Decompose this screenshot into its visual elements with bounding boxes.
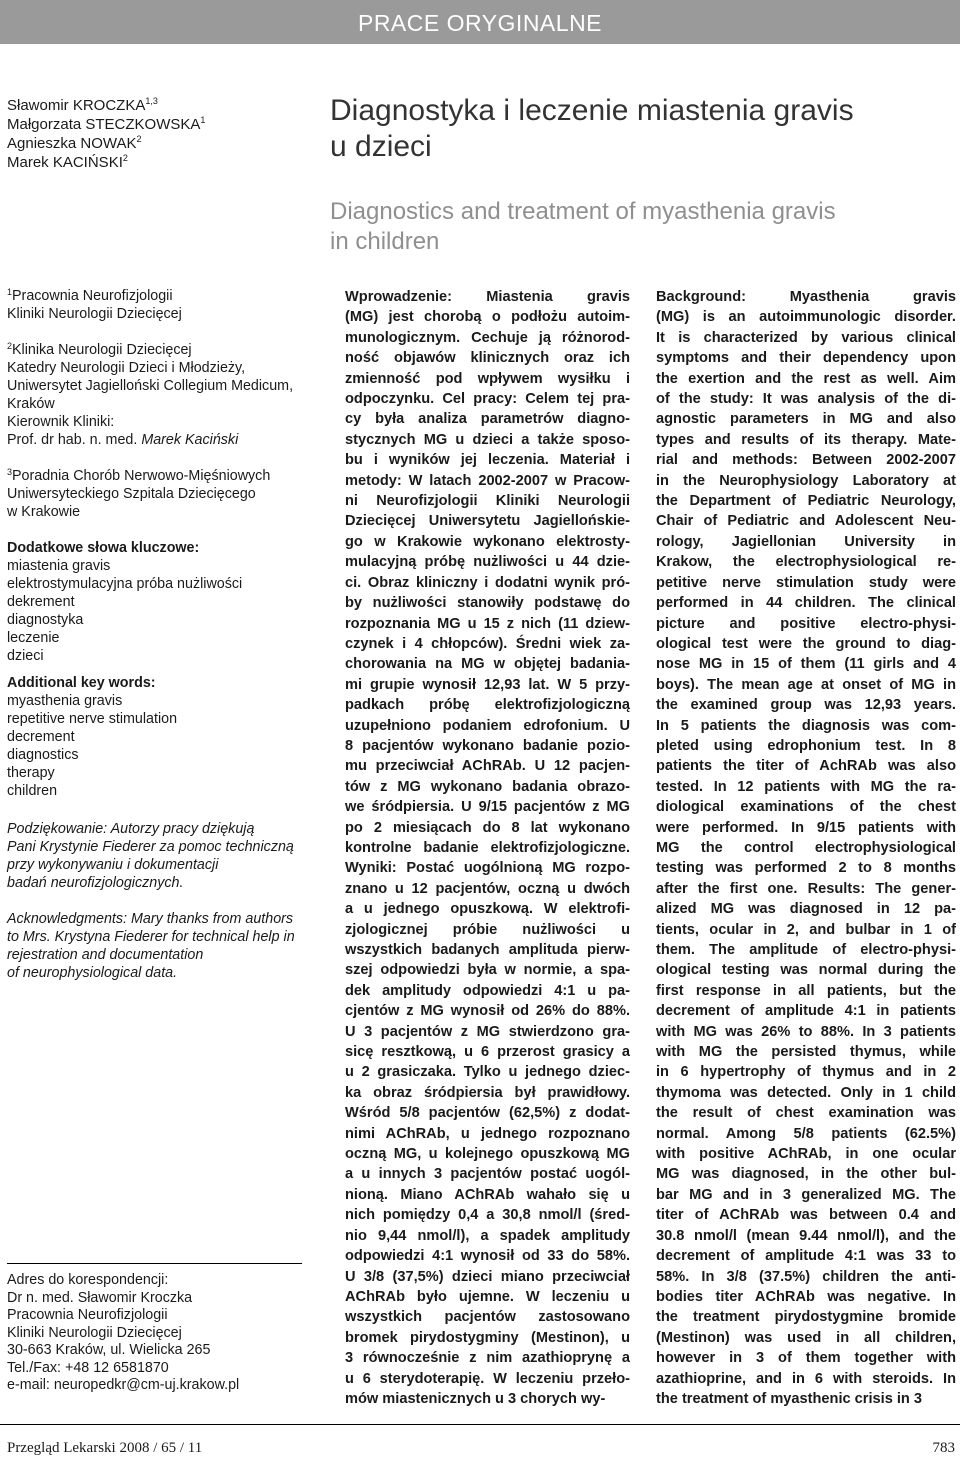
abstract-line: mulacyjną próbę nużliwości u 44 dzie- bbox=[345, 554, 630, 571]
abstract-line: Krakow, the electrophysiological re- bbox=[656, 554, 956, 571]
abstract-line: 3 równocześnie z nim azathioprynę a bbox=[345, 1350, 630, 1367]
abstract-line: after the first one. Results: The gener- bbox=[656, 880, 956, 897]
abstract-line: sicę resztkową, u 6 przerost grasicy a bbox=[345, 1044, 630, 1061]
article-title-polish bbox=[330, 93, 950, 165]
ack-line: Acknowledgments: Mary thanks from authors bbox=[7, 911, 294, 927]
abstract-line: padkach próbę elektrofizjologiczną bbox=[345, 697, 630, 714]
keywords-english bbox=[7, 674, 307, 800]
ack-line: rejestration and documentation bbox=[7, 947, 204, 963]
abstract-line: bar MG and in 3 generalized MG. The bbox=[656, 1186, 956, 1203]
title-line: u dzieci bbox=[330, 130, 432, 163]
abstract-line: the exertion and the rest as well. Aim bbox=[656, 370, 956, 387]
head-of-clinic-name: Marek Kaciński bbox=[141, 432, 239, 448]
keyword: myasthenia gravis bbox=[7, 693, 123, 709]
affiliation-mark: 3 bbox=[7, 467, 13, 477]
correspondence-divider bbox=[7, 1263, 302, 1264]
keyword: repetitive nerve stimulation bbox=[7, 711, 178, 727]
keyword: children bbox=[7, 783, 58, 799]
affiliation-line: Kraków bbox=[7, 396, 55, 412]
abstract-line: (Mestinon) was used in all children, bbox=[656, 1329, 956, 1346]
abstract-line: nich pomiędzy 0,4 a 30,8 nmol/l (śred- bbox=[345, 1207, 630, 1224]
keyword: diagnostyka bbox=[7, 612, 84, 628]
abstract-line: the result of chest examination was bbox=[656, 1105, 956, 1122]
abstract-line: wszystkich badanych amplituda pierw- bbox=[345, 942, 630, 958]
author-name: Małgorzata STECZKOWSKA bbox=[7, 116, 201, 133]
abstract-line: the treatment pirydostygmine bromide bbox=[656, 1309, 956, 1326]
ack-line: badań neurofizjologicznych. bbox=[7, 875, 184, 891]
abstract-english bbox=[656, 287, 956, 1409]
abstract-line: by nużliwości stanowiły podstawę do bbox=[345, 595, 630, 612]
abstract-line: MG was diagnosed, in the other bul- bbox=[656, 1166, 956, 1183]
abstract-line: rozpoznania MG u 15 z nich (11 dziew- bbox=[345, 615, 630, 632]
title-line: Diagnostyka i leczenie miastenia gravis bbox=[330, 94, 854, 127]
abstract-line: kontrolne badanie elektrofizjologiczne. bbox=[345, 839, 630, 856]
abstract-line: znano u 12 pacjentów, oczną u dwóch bbox=[345, 880, 630, 897]
abstract-line: cjentów z MG wynosił od 26% do 88%. bbox=[345, 1003, 630, 1020]
abstract-line: agnostic parameters in MG and also bbox=[656, 411, 956, 428]
abstract-line: 58%. In 3/8 (37.5%) children the anti- bbox=[656, 1268, 956, 1285]
author-name: Agnieszka NOWAK bbox=[7, 135, 137, 152]
journal-citation: Przegląd Lekarski 2008 / 65 / 11 bbox=[7, 1440, 203, 1456]
abstract-line: types and results of its therapy. Mate- bbox=[656, 431, 956, 448]
keywords-heading: Dodatkowe słowa kluczowe: bbox=[7, 540, 200, 556]
abstract-line: them. The amplitude of electro-physi- bbox=[656, 942, 956, 958]
abstract-line: Chair of Pediatric and Adolescent Neu- bbox=[656, 513, 956, 530]
abstract-line: czynek i 4 chłopców). Średni wiek za- bbox=[345, 635, 630, 652]
abstract-line: boys). The mean age at onset of MG in bbox=[656, 676, 956, 693]
abstract-line: titer of AChRAb was between 0.4 and bbox=[656, 1207, 956, 1224]
abstract-line: mu przeciwciał AChRAb. U 12 pacjen- bbox=[345, 758, 630, 775]
abstract-line: we śródpiersia. U 9/15 pacjentów z MG bbox=[345, 799, 630, 816]
abstract-line: szej odpowiedzi była w normie, a spa- bbox=[345, 962, 630, 979]
abstract-line: (MG) jest chorobą o podłożu autoim- bbox=[345, 309, 630, 326]
abstract-line: munologicznym. Cechuje ją różnorod- bbox=[345, 329, 630, 346]
abstract-line: the treatment of myasthenic crisis in 3 bbox=[656, 1390, 923, 1407]
abstract-polish bbox=[345, 287, 630, 1409]
keyword: dzieci bbox=[7, 648, 44, 664]
author-affiliation-mark: 1 bbox=[200, 115, 206, 125]
keywords-polish bbox=[7, 539, 307, 665]
affiliation-line: Uniwersyteckiego Szpitala Dziecięcego bbox=[7, 486, 256, 502]
abstract-line: wszystkich pacjentów zastosowano bbox=[345, 1309, 630, 1326]
abstract-line: cy była analiza parametrów diagno- bbox=[345, 411, 630, 428]
affiliation-1 bbox=[7, 287, 307, 323]
abstract-line: zjologicznej próbie nużliwości u bbox=[345, 921, 630, 938]
abstract-line: oczną MG, u kolejnego opuszkową MG bbox=[345, 1146, 630, 1163]
keywords-heading: Additional key words: bbox=[7, 675, 156, 691]
ack-line: Pani Krystynie Fiederer za pomoc techniczną bbox=[7, 839, 294, 855]
abstract-line: normal. Among 5/8 patients (62.5%) bbox=[656, 1125, 956, 1142]
section-title: PRACE ORYGINALNE bbox=[357, 10, 603, 36]
abstract-line: 8 pacjentów wykonano badanie pozio- bbox=[345, 737, 630, 754]
abstract-line: diological examinations of the chest bbox=[656, 799, 956, 816]
abstract-line: in the Neurophysiology Laboratory at bbox=[656, 472, 956, 489]
abstract-line: ci. Obraz kliniczny i dodatni wynik pró- bbox=[345, 574, 630, 591]
abstract-line: tested. In 12 patients with MG the ra- bbox=[656, 778, 956, 795]
correspondence-line: Dr n. med. Sławomir Kroczka bbox=[7, 1289, 193, 1306]
abstract-line: of the study: It was analysis of the di- bbox=[656, 391, 956, 408]
affiliation-line: Poradnia Chorób Nerwowo-Mięśniowych bbox=[12, 468, 271, 484]
abstract-line: stycznych MG u dzieci a także sposo- bbox=[345, 431, 630, 448]
affiliation-mark: 2 bbox=[7, 341, 13, 351]
abstract-line: the Department of Pediatric Neurology, bbox=[656, 493, 956, 510]
abstract-line: Wśród 5/8 pacjentów (62,5%) z dodat- bbox=[345, 1105, 630, 1122]
abstract-line: rology, Jagiellonian University in bbox=[656, 533, 956, 550]
ack-line: Podziękowanie: Autorzy pracy dziękują bbox=[7, 821, 255, 837]
author bbox=[7, 134, 205, 153]
abstract-line: thymoma was detected. Only in 1 child bbox=[656, 1084, 956, 1101]
keyword: miastenia gravis bbox=[7, 558, 111, 574]
keyword: dekrement bbox=[7, 594, 75, 610]
abstract-line: bu i wyników jej leczenia. Materiał i bbox=[345, 452, 630, 469]
abstract-line: were performed. In 9/15 patients with bbox=[656, 819, 956, 836]
author-name: Sławomir KROCZKA bbox=[7, 97, 146, 114]
abstract-line: U 3/8 (37,5%) dzieci miano przeciwciał bbox=[345, 1268, 630, 1285]
abstract-line: with MG the persisted thymus, while bbox=[656, 1044, 956, 1061]
correspondence-line: 30-663 Kraków, ul. Wielicka 265 bbox=[7, 1342, 211, 1358]
abstract-line: Dziecięcej Uniwersytetu Jagiellońskie- bbox=[345, 513, 630, 530]
abstract-line: u 6 sterydoterapię. W leczeniu przeło- bbox=[345, 1370, 630, 1387]
abstract-line: bromek pirydostygminy (Mestinon), u bbox=[345, 1329, 630, 1346]
author-affiliation-mark: 2 bbox=[136, 134, 142, 144]
abstract-line: with MG was 26% to 88%. In 3 patients bbox=[656, 1023, 956, 1040]
abstract-line: metody: W latach 2002-2007 w Pracow- bbox=[345, 472, 630, 489]
affiliation-line: Kierownik Kliniki: bbox=[7, 414, 115, 430]
abstract-line: U 3 pacjentów z MG stwierdzono gra- bbox=[345, 1023, 630, 1040]
ack-line: to Mrs. Krystyna Fiederer for technical help in bbox=[7, 929, 295, 945]
abstract-line: rial and methods: Between 2002-2007 bbox=[656, 452, 956, 469]
sidebar-column bbox=[7, 287, 307, 1000]
correspondence-line: Adres do korespondencji: bbox=[7, 1272, 169, 1288]
abstract-line: zmienność pod wpływem wysiłku i bbox=[345, 370, 630, 387]
abstract-line: ological test were the ground to diag- bbox=[656, 635, 956, 652]
author-affiliation-mark: 2 bbox=[122, 153, 128, 163]
abstract-line: chorowania na MG w objętej badania- bbox=[345, 656, 630, 673]
affiliation-line: w Krakowie bbox=[7, 504, 81, 520]
abstract-line: however in 3 of them together with bbox=[656, 1350, 956, 1367]
abstract-line: po 2 miesiącach do 8 lat wykonano bbox=[345, 819, 630, 836]
affiliation-line: Uniwersytet Jagielloński Collegium Medicum, bbox=[7, 378, 294, 394]
abstract-line: (MG) is an autoimmunologic disorder. bbox=[656, 309, 956, 326]
abstract-line: bodies titer AChRAb was negative. In bbox=[656, 1288, 956, 1305]
abstract-line: nose MG in 15 of them (11 girls and 4 bbox=[656, 656, 956, 673]
abstract-line: decrement of amplitude 4:1 was 33 to bbox=[656, 1248, 956, 1265]
affiliation-2 bbox=[7, 341, 307, 449]
abstract-line: with positive AChRAb, in one ocular bbox=[656, 1146, 956, 1163]
abstract-line: nimi AChRAb, u jednego rozpoznano bbox=[345, 1125, 630, 1142]
correspondence-line: Kliniki Neurologii Dziecięcej bbox=[7, 1324, 182, 1341]
abstract-line: tients, ocular in 2, and bulbar in 1 of bbox=[656, 921, 956, 938]
abstract-line: odpoczynku. Cel pracy: Celem tej pra- bbox=[345, 391, 630, 408]
abstract-line: It is characterized by various clinical bbox=[656, 329, 956, 346]
abstract-line: Wyniki: Postać uogólnioną MG rozpo- bbox=[345, 860, 630, 877]
abstract-line: a u jednego opuszkową. W elektrofi- bbox=[345, 901, 630, 918]
abstract-line: Background: Myasthenia gravis bbox=[656, 289, 956, 305]
abstract-line: azathioprine, and in 6 with steroids. In bbox=[656, 1370, 956, 1387]
ack-line: przy wykonywaniu i dokumentacji bbox=[7, 857, 219, 873]
abstract-line: uzupełniono podaniem edrofonium. U bbox=[345, 717, 630, 734]
abstract-line: u 2 grasiczaka. Tylko u jednego dziec- bbox=[345, 1064, 630, 1081]
abstract-line: pleted using edrophonium test. In 8 bbox=[656, 737, 956, 754]
abstract-line: symptoms and their dependency upon bbox=[656, 350, 956, 367]
abstract-line: alized MG was diagnosed in 12 pa- bbox=[656, 901, 956, 918]
title-line: in children bbox=[330, 228, 440, 255]
abstract-line: 30.8 nmol/l (mean 9.44 nmol/l), and the bbox=[656, 1227, 956, 1244]
page-number: 783 bbox=[932, 1440, 955, 1456]
abstract-line: nioną. Miano AChRAb wahało się u bbox=[345, 1186, 630, 1203]
abstract-line: AChRAb było ujemne. W leczeniu u bbox=[345, 1288, 630, 1305]
section-banner bbox=[0, 0, 960, 44]
title-line: Diagnostics and treatment of myasthenia gravis bbox=[330, 198, 836, 225]
author-list bbox=[7, 96, 205, 172]
abstract-line: tów z MG wykonano badania obrazo- bbox=[345, 778, 630, 795]
correspondence-address bbox=[7, 1272, 307, 1395]
affiliation-line: Prof. dr hab. n. med. bbox=[7, 432, 142, 448]
keyword: elektrostymulacyjna próba nużliwości bbox=[7, 576, 243, 592]
author-affiliation-mark: 1,3 bbox=[145, 96, 158, 106]
abstract-line: testing was performed 2 to 8 months bbox=[656, 860, 956, 877]
affiliation-line: Pracownia Neurofizjologii bbox=[12, 288, 173, 304]
abstract-line: In 5 patients the diagnosis was com- bbox=[656, 717, 956, 734]
author bbox=[7, 153, 205, 172]
footer-divider bbox=[0, 1424, 960, 1425]
ack-line: of neurophysiological data. bbox=[7, 965, 178, 981]
affiliation-line: Klinika Neurologii Dziecięcej bbox=[12, 342, 192, 358]
abstract-line: the examined group was 12,93 years. bbox=[656, 697, 956, 714]
abstract-line: in 6 hypertrophy of thymus and in 2 bbox=[656, 1064, 956, 1081]
abstract-line: ni Neurofizjologii Kliniki Neurologii bbox=[345, 493, 630, 510]
abstract-line: mów miastenicznych u 3 chorych wy- bbox=[345, 1390, 606, 1407]
affiliation-line: Kliniki Neurologii Dziecięcej bbox=[7, 306, 182, 322]
affiliation-line: Katedry Neurologii Dzieci i Młodzieży, bbox=[7, 360, 246, 376]
abstract-line: ka obraz śródpiersia był prawidłowy. bbox=[345, 1084, 630, 1101]
abstract-line: go w Krakowie wykonano elektrosty- bbox=[345, 533, 630, 550]
acknowledgement-polish bbox=[7, 820, 307, 892]
abstract-line: ological testing was normal during the bbox=[656, 962, 956, 979]
author-name: Marek KACIŃSKI bbox=[7, 154, 123, 171]
abstract-line: first response in all patients, but the bbox=[656, 982, 956, 999]
keyword: therapy bbox=[7, 765, 55, 781]
affiliation-3 bbox=[7, 467, 307, 521]
abstract-line: Wprowadzenie: Miastenia gravis bbox=[345, 289, 630, 305]
article-title-english bbox=[330, 197, 950, 257]
correspondence-email: e-mail: neuropedkr@cm-uj.krakow.pl bbox=[7, 1377, 240, 1393]
abstract-line: mi grupie wynosił 12,93 lat. W 5 przy- bbox=[345, 676, 630, 693]
keyword: diagnostics bbox=[7, 747, 79, 763]
keyword: leczenie bbox=[7, 630, 60, 646]
keyword: decrement bbox=[7, 729, 75, 745]
acknowledgement-english bbox=[7, 910, 307, 982]
abstract-line: nio 9,44 nmol/l), a spadek amplitudy bbox=[345, 1227, 630, 1244]
abstract-line: petitive nerve stimulation study were bbox=[656, 574, 956, 591]
abstract-line: dek amplitudy odpowiedzi 4:1 u pa- bbox=[345, 982, 630, 999]
abstract-line: odpowiedzi 4:1 wynosił od 33 do 58%. bbox=[345, 1248, 630, 1265]
abstract-line: a u innych 3 pacjentów postać uogól- bbox=[345, 1166, 630, 1183]
abstract-line: patients the titer of AchRAb was also bbox=[656, 758, 956, 775]
author bbox=[7, 115, 205, 134]
correspondence-line: Pracownia Neurofizjologii bbox=[7, 1307, 168, 1323]
affiliation-mark: 1 bbox=[7, 287, 13, 297]
abstract-line: ność objawów klinicznych oraz ich bbox=[345, 350, 630, 367]
abstract-line: decrement of amplitude 4:1 in patients bbox=[656, 1003, 956, 1020]
abstract-line: picture and positive electro-physi- bbox=[656, 615, 956, 632]
correspondence-line: Tel./Fax: +48 12 6581870 bbox=[7, 1359, 169, 1376]
abstract-line: performed in 44 children. The clinical bbox=[656, 595, 956, 612]
abstract-line: MG the control electrophysiological bbox=[656, 839, 956, 856]
author bbox=[7, 96, 205, 115]
